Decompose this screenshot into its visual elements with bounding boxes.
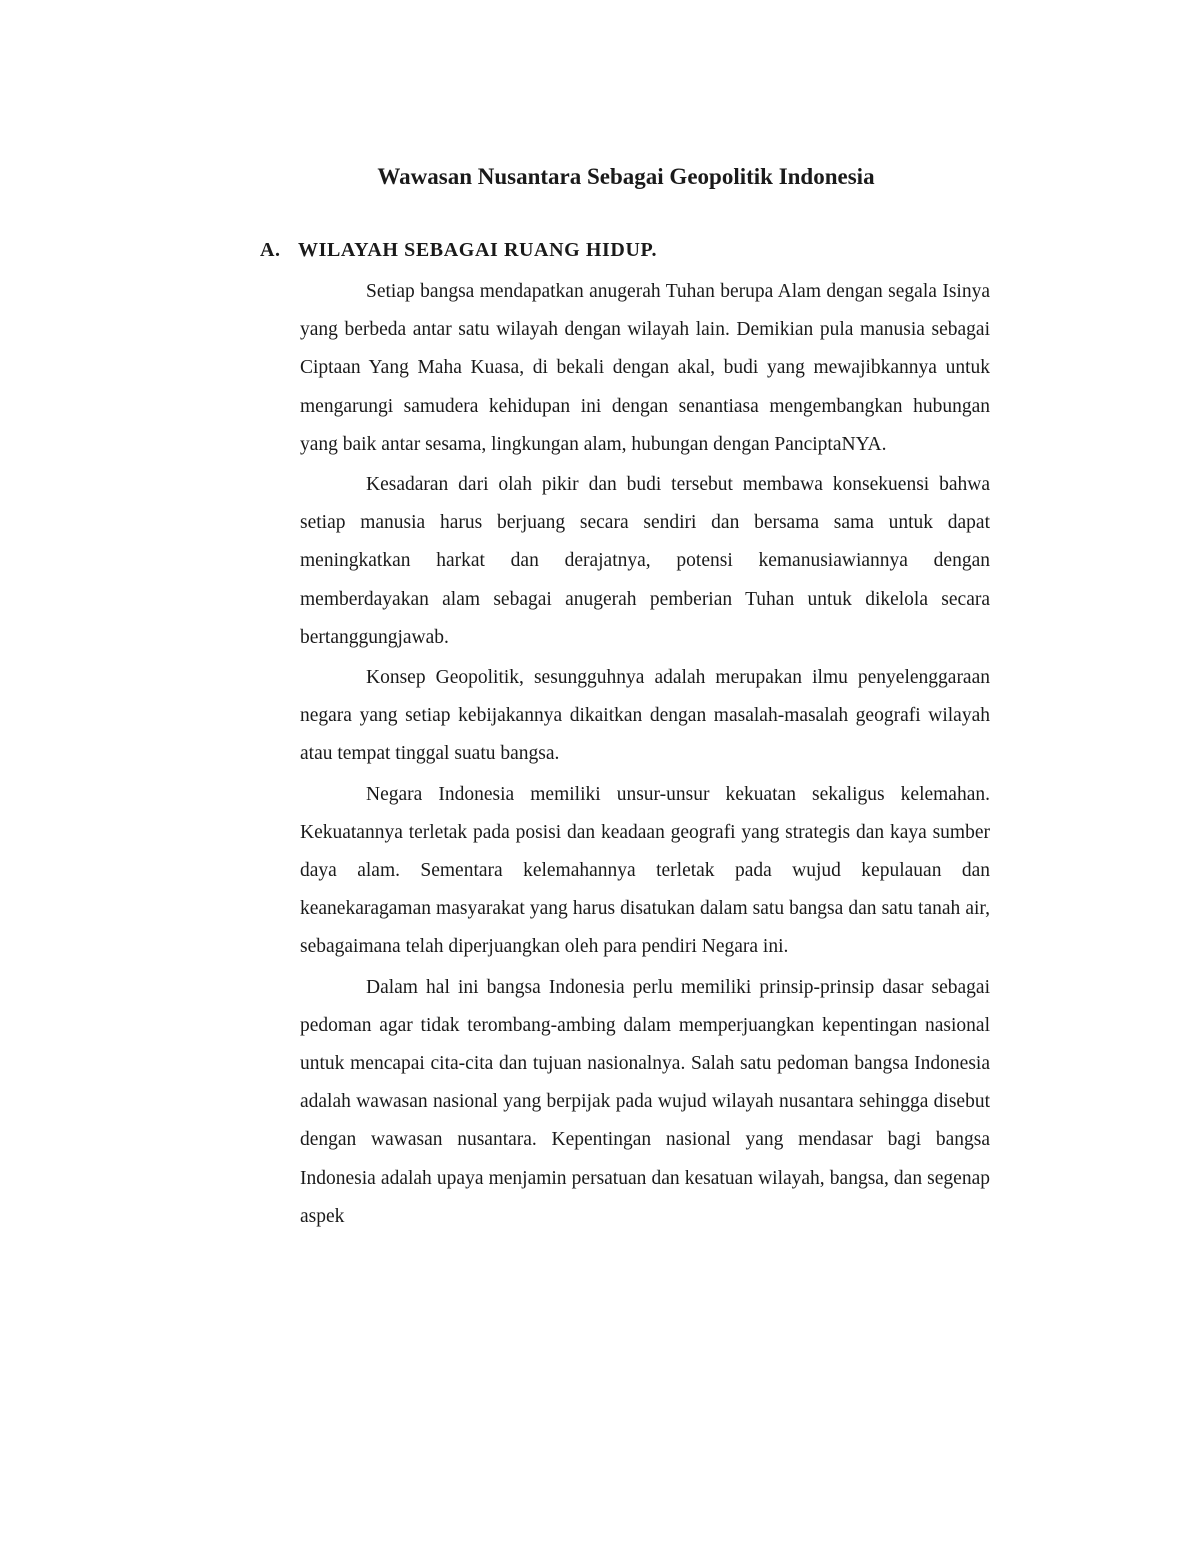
paragraph-3: Konsep Geopolitik, sesungguhnya adalah merupakan ilmu penyelenggaraan negara yang setiap kebijakannya dikaitkan dengan masalah-masalah geografi wilayah atau tempat tinggal suatu bangsa.	[300, 667, 990, 765]
paragraph-4: Negara Indonesia memiliki unsur-unsur kekuatan sekaligus kelemahan. Kekuatannya terletak pada posisi dan keadaan geografi yang strategis dan kaya sumber daya alam. Sementara kelemahannya terletak pada wujud kepulauan dan keanekaragaman masyarakat yang harus disatukan dalam satu bangsa dan satu tanah air, sebagaimana telah diperjuangkan oleh para pendiri Negara ini.	[300, 783, 990, 958]
paragraph-5: Dalam hal ini bangsa Indonesia perlu memiliki prinsip-prinsip dasar sebagai pedoman agar tidak terombang-ambing dalam memperjuangkan kepentingan nasional untuk mencapai cita-cita dan tujuan nasionalnya. Salah satu pedoman bangsa Indonesia adalah wawasan nasional yang berpijak pada wujud wilayah nusantara sehingga disebut dengan wawasan nusantara. Kepentingan nasional yang mendasar bagi bangsa Indonesia adalah upaya menjamin persatuan dan kesatuan wilayah, bangsa, dan segenap aspek	[300, 976, 990, 1227]
document-title: Wawasan Nusantara Sebagai Geopolitik Indonesia	[377, 164, 875, 189]
body-text	[300, 273, 990, 1238]
section-heading-text: WILAYAH SEBAGAI RUANG HIDUP.	[298, 239, 658, 261]
paragraph-2: Kesadaran dari olah pikir dan budi tersebut membawa konsekuensi bahwa setiap manusia harus berjuang secara sendiri dan bersama sama untuk dapat meningkatkan harkat dan derajatnya, potensi kemanusiawiannya dengan memberdayakan alam sebagai anugerah pemberian Tuhan untuk dikelola secara bertanggungjawab.	[300, 474, 990, 648]
paragraph-1: Setiap bangsa mendapatkan anugerah Tuhan berupa Alam dengan segala Isinya yang berbeda antar satu wilayah dengan wilayah lain. Demikian pula manusia sebagai Ciptaan Yang Maha Kuasa, di bekali dengan akal, budi yang mewajibkannya untuk mengarungi samudera kehidupan ini dengan senantiasa mengembangkan hubungan yang baik antar sesama, lingkungan alam, hubungan dengan PanciptaNYA.	[300, 281, 990, 455]
section-heading	[260, 233, 657, 267]
section-letter: A.	[260, 239, 281, 261]
